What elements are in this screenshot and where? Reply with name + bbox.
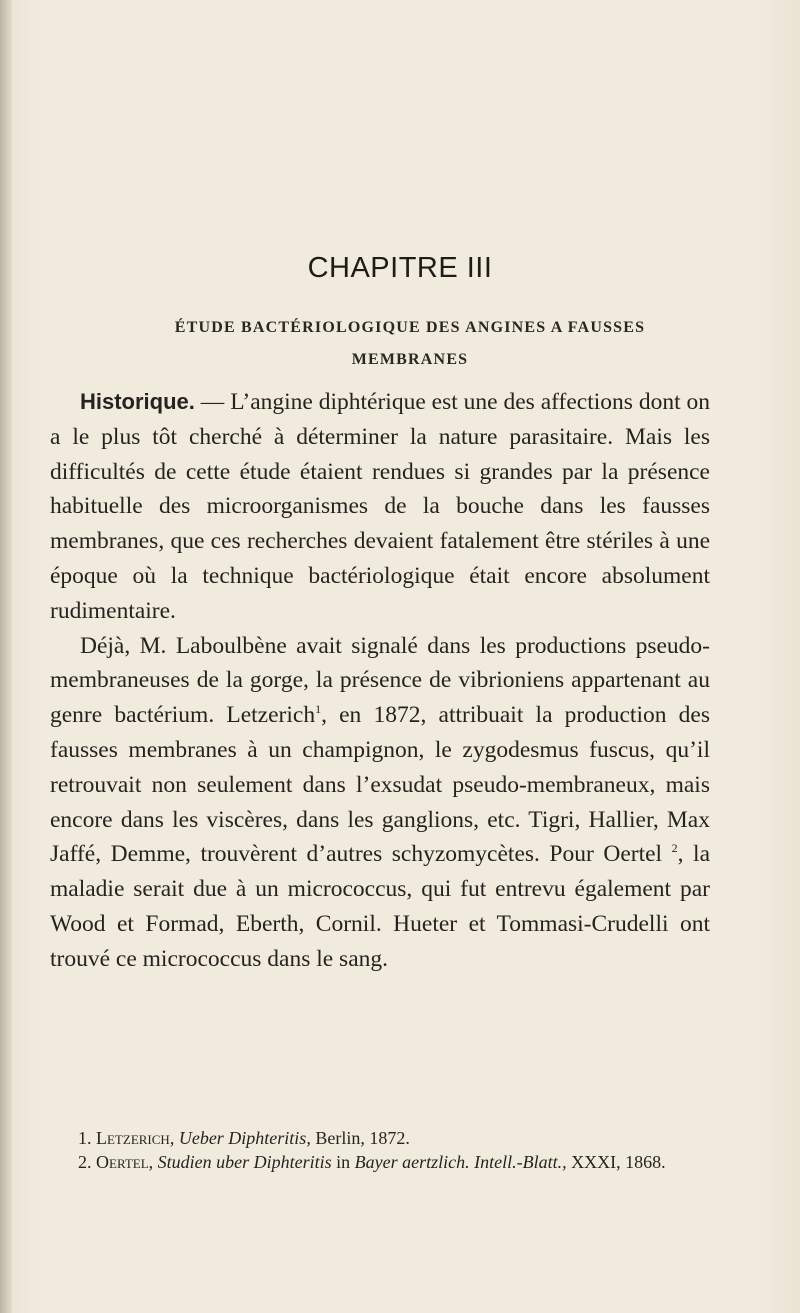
footnote-ref-2: 2 xyxy=(671,841,678,856)
footnote-ref-1: 1 xyxy=(315,702,322,717)
paragraph-1-text: — L’angine diphtérique est une des affections dont on a le plus tôt cherché à déterminer la nature parasitaire. Mais les difficultés de cette étude étaient rendues si grandes par la présence habituelle des microorganismes de la bouche dans les fausses membranes, que ces recherches devaient fatalement être stériles à une époque où la technique bactériologique était encore absolument rudimentaire. xyxy=(50,389,710,624)
footnote-2-author: Oertel, xyxy=(96,1152,154,1172)
page-edge-shadow xyxy=(0,0,12,1313)
paragraph-2-part-a: Déjà, M. Laboulbène avait signalé dans les productions pseudo-membraneuses de la gorge, la présence de vibrioniens appartenant au genre bactérium. Letzerich xyxy=(50,632,710,729)
subtitle-line-2: MEMBRANES xyxy=(351,351,469,368)
subtitle-line-1: ÉTUDE BACTÉRIOLOGIQUE DES ANGINES A FAUSSES xyxy=(174,319,646,336)
footnotes xyxy=(50,1127,710,1175)
footnote-2-rest: XXXI, 1868. xyxy=(566,1152,666,1172)
paragraph-2-part-b: , en 1872, attribuait la production des fausses membranes à un champignon, le zygodesmus fuscus, qu’il retrouvait non seulement dans l’exsudat pseudo-membraneux, mais encore dans les viscères, dans les ganglions, etc. Tigri, Hallier, Max Jaffé, Demme, trouvèrent d’autres schyzomycètes. Pour Oertel xyxy=(50,702,710,868)
body-text xyxy=(50,385,710,977)
footnote-2-in: in xyxy=(331,1152,355,1172)
chapter-subtitle xyxy=(90,312,730,376)
footnote-2 xyxy=(50,1151,710,1173)
footnote-1-author: Letzerich, xyxy=(96,1128,175,1148)
footnote-1-number: 1. xyxy=(78,1128,92,1148)
footnote-1-title: Ueber Diphteritis, xyxy=(178,1128,311,1148)
footnote-2-number: 2. xyxy=(78,1152,92,1172)
paragraph-2-part-c: , la maladie serait due à un micrococcus, qui fut entrevu également par Wood et Formad, Eberth, Cornil. Hueter et Tommasi-Crudelli ont trouvé ce micrococcus dans le sang. xyxy=(50,841,710,972)
paragraph-historique xyxy=(50,385,710,629)
footnote-1-rest: Berlin, 1872. xyxy=(310,1128,410,1148)
chapter-title: CHAPITRE III xyxy=(307,252,493,284)
footnote-2-journal: Bayer aertzlich. Intell.-Blatt., xyxy=(354,1152,567,1172)
footnote-1 xyxy=(50,1127,710,1149)
footnote-2-title: Studien uber Diphteritis xyxy=(157,1152,332,1172)
paragraph-2 xyxy=(50,629,710,977)
section-heading: Historique. xyxy=(80,389,195,414)
